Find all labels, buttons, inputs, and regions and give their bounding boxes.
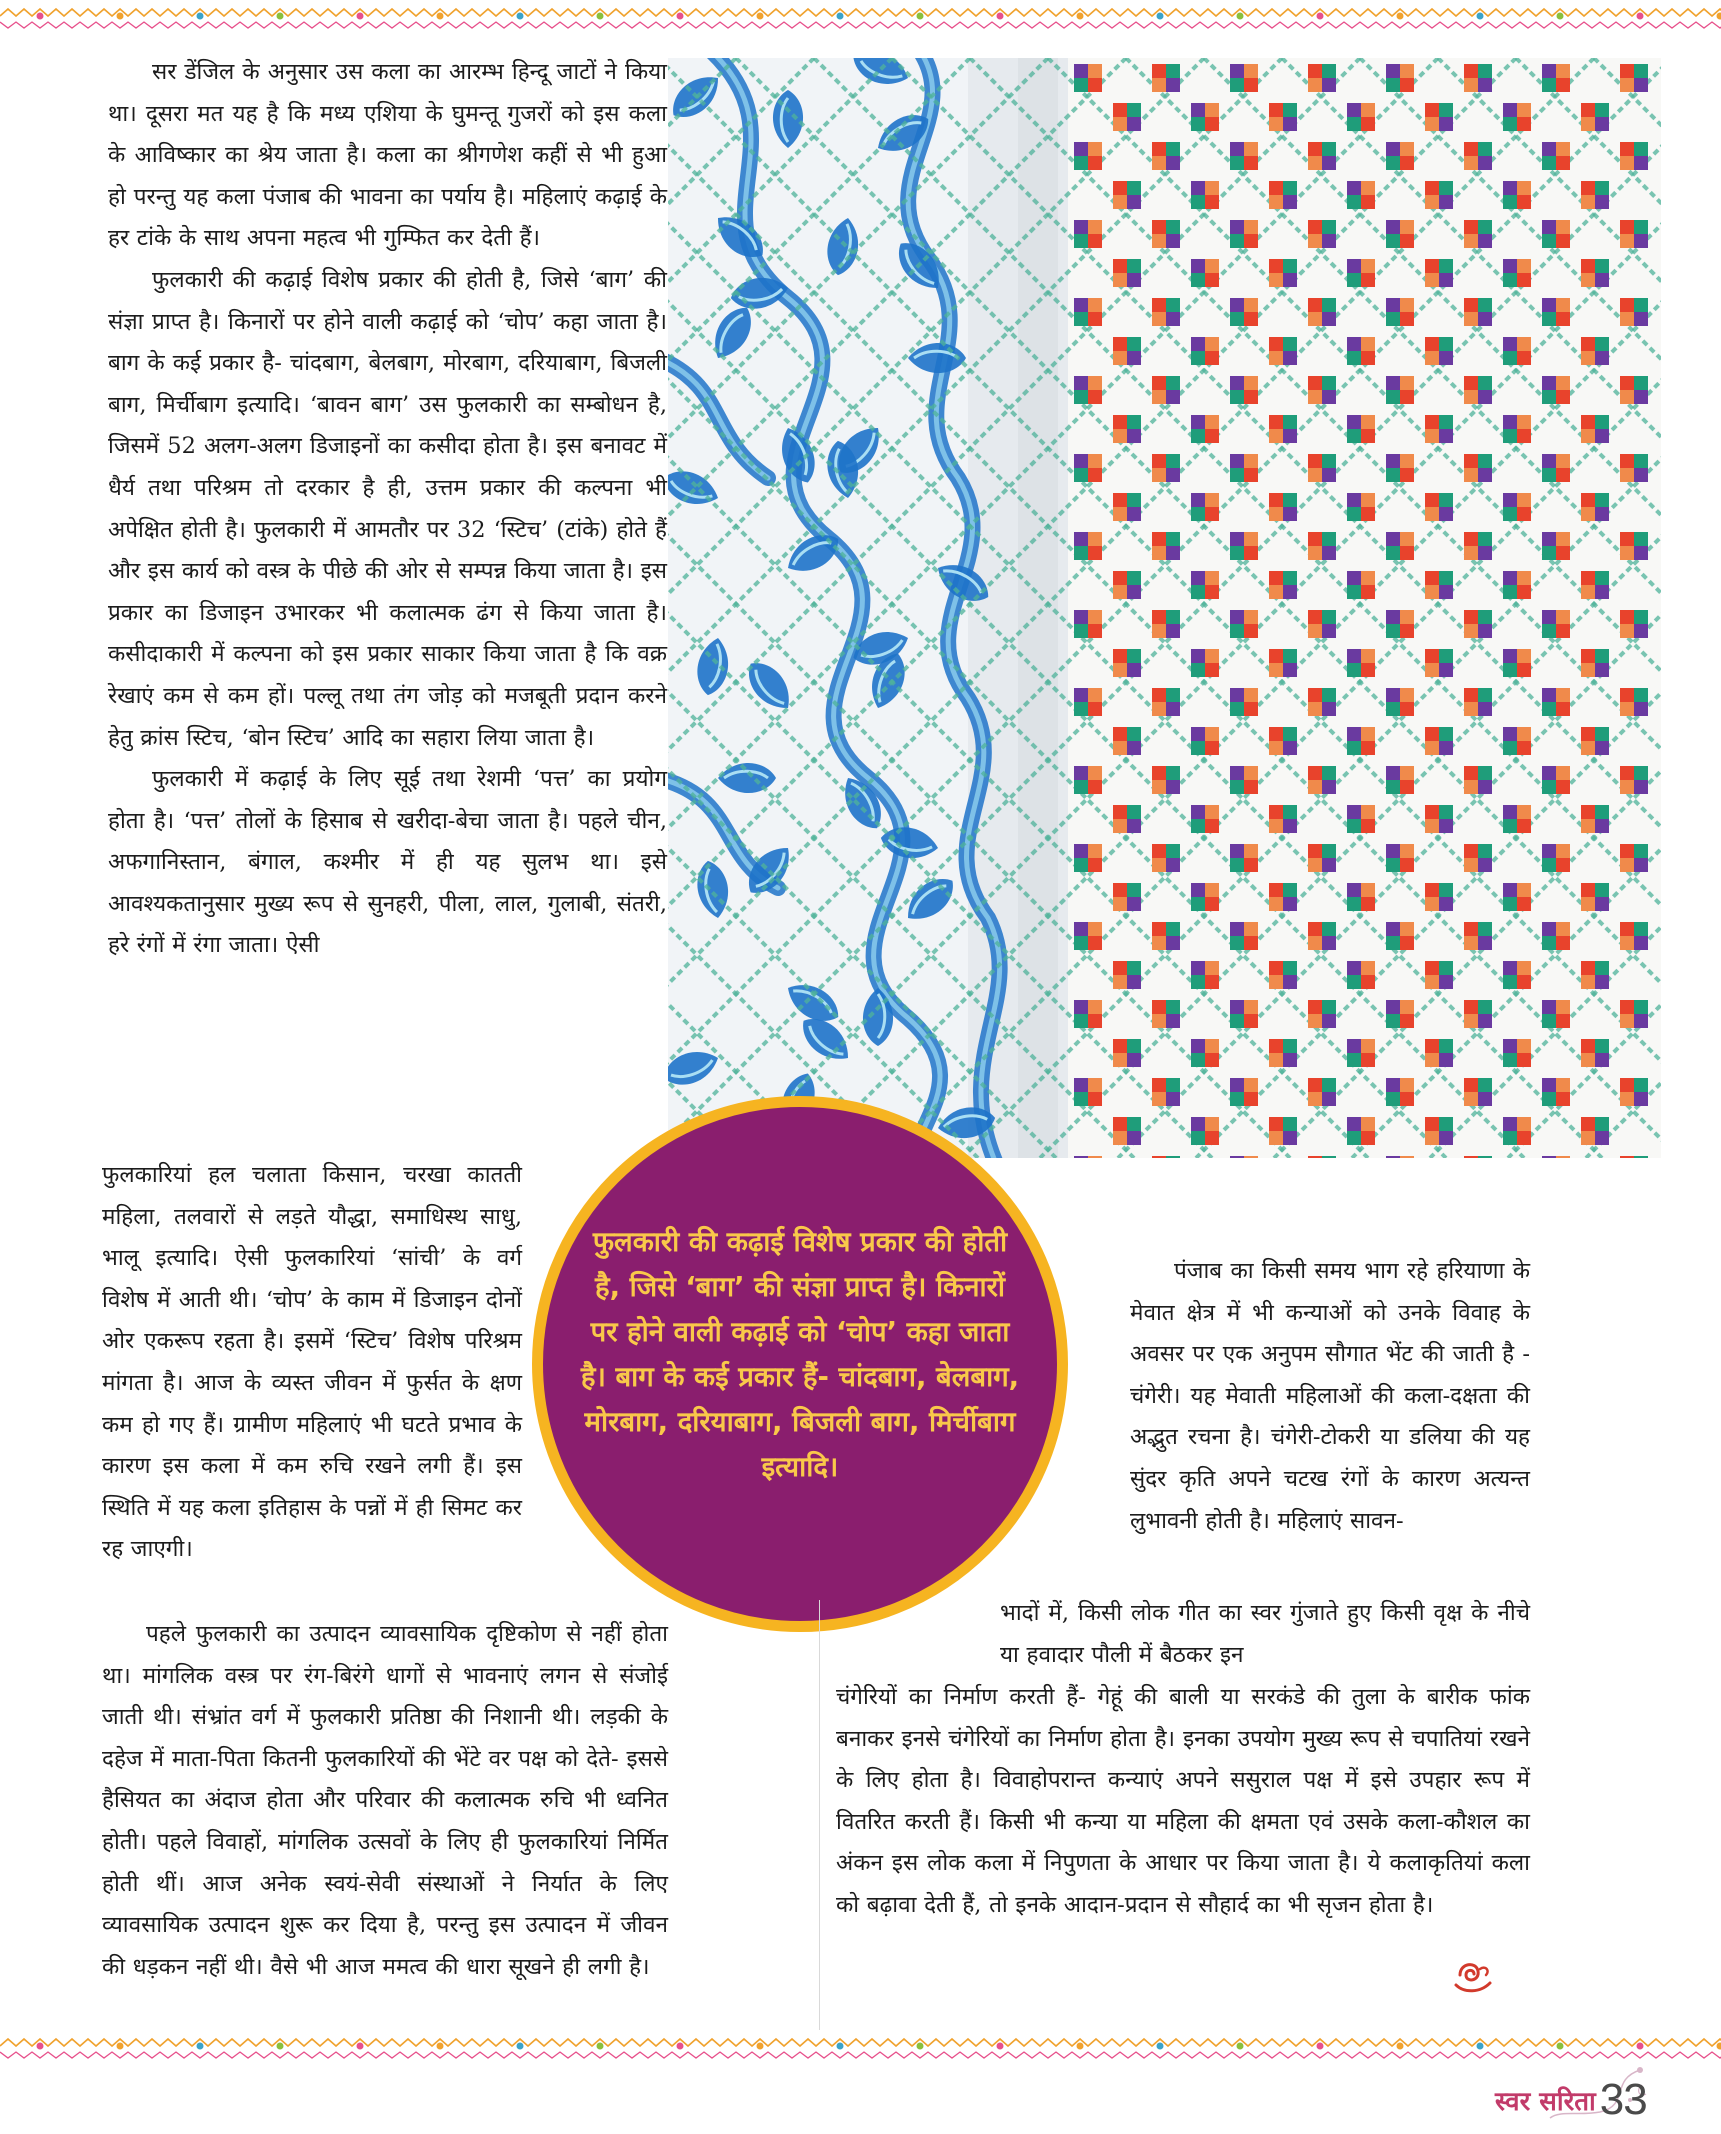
paragraph-changeri: पंजाब का किसी समय भाग रहे हरियाणा के मेवात क्षेत्र में भी कन्याओं को उनके विवाह के अवसर पर एक अनुपम सौगात भेंट की जाती है - चंगेरी। यह मेवाती महिलाओं की कला-दक्षता की अद्भुत रचना है। चंगेरी-टोकरी या डलिया की यह सुंदर कृति अपने चटख रंगों के कारण अत्यन्त लुभावनी होती है। महिलाएं सावन- — [1130, 1251, 1530, 1542]
phulkari-fabric-image — [668, 58, 1661, 1158]
border-pattern-icon — [0, 2030, 1721, 2062]
paragraph-changeri-end: चंगेरियों का निर्माण करती हैं- गेहूं की बाली या सरकंडे की तुला के बारीक फांक बनाकर इनसे चंगेरियों का निर्माण होता है। इनका उपयोग मुख्य रूप से चपातियां रखने के लिए होता है। विवाहोपरान्त कन्याएं अपने ससुराल पक्ष में इसे उपहार रूप में वितरित करती हैं। किसी भी कन्या या महिला की क्षमता एवं उसके कला-कौशल का अंकन इस लोक कला में निपुणता के आधार पर किया जाता है। ये कलाकृतियां कला को बढ़ावा देती हैं, तो इनके आदान-प्रदान से सौहार्द का भी सृजन होता है। — [836, 1677, 1530, 1927]
article-column-left-top — [108, 52, 667, 967]
paragraph-bagh: फुलकारी की कढ़ाई विशेष प्रकार की होती है, जिसे ‘बाग’ की संज्ञा प्राप्त है। किनारों पर होने वाली कढ़ाई को ‘चोप’ कहा जाता है। बाग के कई प्रकार है- चांदबाग, बेलबाग, मोरबाग, दरियाबाग, बिजली बाग, मिर्चीबाग इत्यादि। ‘बावन बाग’ उस फुलकारी का सम्बोधन है, जिसमें 52 अलग-अलग डिजाइनों का कसीदा होता है। इस बनावट में धैर्य तथा परिश्रम तो दरकार है ही, उत्तम प्रकार की कल्पना भी अपेक्षित होती है। फुलकारी में आमतौर पर 32 ‘स्टिच’ (टांके) होते हैं और इस कार्य को वस्त्र के पीछे की ओर से सम्पन्न किया जाता है। इस प्रकार का डिजाइन उभारकर भी कलात्मक ढंग से किया जाता है। कसीदाकारी में कल्पना को इस प्रकार साकार किया जाता है कि वक्र रेखाएं कम से कम हों। पल्लू तथा तंग जोड़ को मजबूती प्रदान करने हेतु क्रांस स्टिच, ‘बोन स्टिच’ आदि का सहारा लिया जाता है। — [108, 260, 667, 759]
embroidery-photo — [668, 58, 1661, 1158]
paragraph-sanchi: फुलकारियां हल चलाता किसान, चरखा कातती महिला, तलवारों से लड़ते यौद्धा, समाधिस्थ साधु, भालू इत्यादि। ऐसी फुलकारियां ‘सांची’ के वर्ग विशेष में आती थी। ‘चोप’ के काम में डिजाइन दोनों ओर एकरूप रहता है। इसमें ‘स्टिच’ विशेष परिश्रम मांगता है। आज के व्यस्त जीवन में फुर्सत के क्षण कम हो गए हैं। ग्रामीण महिलाएं भी घटते प्रभाव के कारण इस कला में कम रुचि रखने लगी हैं। इस स्थिति में यह कला इतिहास के पन्नों में ही सिमट कर रह जाएगी। — [102, 1155, 522, 1571]
pullquote-circle — [532, 1096, 1068, 1632]
article-column-right-mid — [1000, 1593, 1530, 1676]
paragraph-changeri-continued: भादों में, किसी लोक गीत का स्वर गुंजाते हुए किसी वृक्ष के नीचे या हवादार पौली में बैठकर इन — [1000, 1593, 1530, 1676]
paragraph-patt: फुलकारी में कढ़ाई के लिए सूई तथा रेशमी ‘पत्त’ का प्रयोग होता है। ‘पत्त’ तोलों के हिसाब से खरीदा-बेचा जाता है। पहले चीन, अफगानिस्तान, बंगाल, कश्मीर में ही यह सुलभ था। इसे आवश्यकतानुसार मुख्य रूप से सुनहरी, पीला, लाल, गुलाबी, संतरी, हरे रंगों में रंगा जाता। ऐसी — [108, 759, 667, 967]
pullquote-text: फुलकारी की कढ़ाई विशेष प्रकार की होती है, जिसे ‘बाग’ की संज्ञा प्राप्त है। किनारों पर होने वाली कढ़ाई को ‘चोप’ कहा जाता है। बाग के कई प्रकार हैं- चांदबाग, बेलबाग, मोरबाग, दरियाबाग, बिजली बाग, मिर्चीबाग इत्यादि। — [580, 1220, 1020, 1490]
article-column-left-bottom — [102, 1614, 668, 1988]
article-column-right-top — [1130, 1251, 1530, 1542]
bottom-decorative-border — [0, 2030, 1721, 2062]
article-column-right-bottom — [836, 1677, 1530, 1927]
top-decorative-border — [0, 0, 1721, 32]
page-number: 33 — [1600, 2075, 1647, 2125]
article-column-left-mid — [102, 1155, 522, 1571]
page-footer — [1495, 2075, 1647, 2125]
magazine-name: स्वर सरिता — [1495, 2082, 1596, 2118]
ornament-end-icon — [1450, 1955, 1496, 2005]
column-divider — [819, 1600, 820, 2030]
paragraph-commercial: पहले फुलकारी का उत्पादन व्यावसायिक दृष्टिकोण से नहीं होता था। मांगलिक वस्त्र पर रंग-बिरंगे धागों से भावनाएं लगन से संजोई जाती थी। संभ्रांत वर्ग में फुलकारी प्रतिष्ठा की निशानी थी। लड़की के दहेज में माता-पिता कितनी फुलकारियों की भेंटे वर पक्ष को देते- इससे हैसियत का अंदाज होता और परिवार की कलात्मक रुचि भी ध्वनित होती। पहले विवाहों, मांगलिक उत्सवों के लिए ही फुलकारियां निर्मित होती थीं। आज अनेक स्वयं-सेवी संस्थाओं ने निर्यात के लिए व्यावसायिक उत्पादन शुरू कर दिया है, परन्तु इस उत्पादन में जीवन की धड़कन नहीं थी। वैसे भी आज ममत्व की धारा सूखने ही लगी है। — [102, 1614, 668, 1988]
paragraph-origin: सर डेंजिल के अनुसार उस कला का आरम्भ हिन्दू जाटों ने किया था। दूसरा मत यह है कि मध्य एशिया के घुमन्तू गुजरों को इस कला के आविष्कार का श्रेय जाता है। कला का श्रीगणेश कहीं से भी हुआ हो परन्तु यह कला पंजाब की भावना का पर्याय है। महिलाएं कढ़ाई के हर टांके के साथ अपना महत्व भी गुम्फित कर देती हैं। — [108, 52, 667, 260]
border-pattern-icon — [0, 0, 1721, 32]
